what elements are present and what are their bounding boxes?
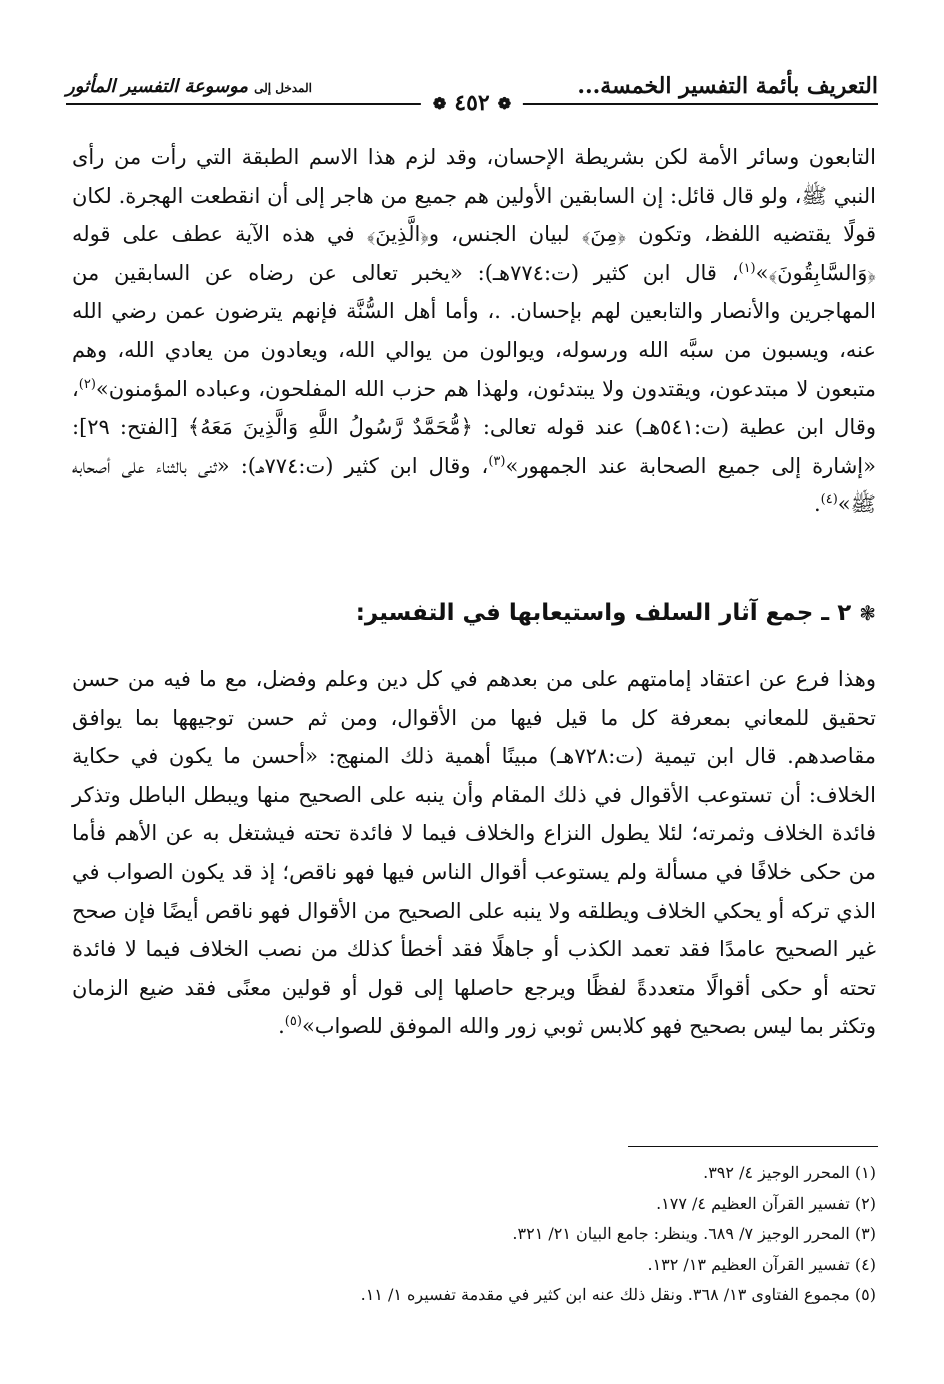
footnote-separator	[628, 1146, 878, 1147]
paragraph-end: .	[813, 492, 821, 517]
paragraph-end: .	[278, 1014, 285, 1039]
paragraph-text: ، قال ابن كثير (ت:٧٧٤هـ): «يخبر تعالى عن رضاه عن السابقين من المهاجرين والأنصار والتابعين لهم بإحسان. .، وأما أهل السُّنَّة فإنهم يترضون عمن رضي الله عنه، ويسبون من سبَّه الله ورسوله، ويوالون من يوالي الله، ويعادون من يعادي الله، وهم متبعون لا مبتدعون، ويقتدون ولا يبتدئون، ولهذا هم حزب الله المفلحون، وعباده المؤمنون»	[72, 260, 876, 401]
book-title-logo	[66, 76, 312, 97]
section-title: ـ جمع آثار السلف واستيعابها في التفسير:	[355, 600, 830, 626]
paragraph-text: التابعون وسائر الأمة لكن بشريطة الإحسان، وقد لزم هذا الاسم الطبقة التي رأت من رأى النبي ﷺ، ولو قال قائل: إن السابقين الأولين هم جميع من هاجر إلى أن انقطعت الهجرة. لكان قولًا يقتضيه اللفظ، وتكون ﴿مِنَ﴾ لبيان الجنس، و﴿الَّذِينَ﴾ في هذه الآية عطف على قوله ﴿وَالسَّابِقُونَ﴾»	[72, 145, 876, 285]
ornament-icon: ❁	[497, 93, 512, 113]
footnote-ref[interactable]: (٥)	[284, 1014, 302, 1030]
body-paragraph-2	[72, 660, 876, 1046]
footnote-item: (٢) تفسير القرآن العظيم ٤/ ١٧٧.	[656, 1193, 876, 1213]
ornament-icon: ❁	[432, 93, 447, 113]
paragraph-text: ، وقال ابن عطية (ت:٥٤١هـ) عند قوله تعالى: ﴿مُّحَمَّدٌ رَّسُولُ اللَّهِ وَالَّذِينَ مَعَهُ﴾ [الفتح: ٢٩]: «إشارة إلى جميع الصحابة عند الجمهور»	[72, 376, 876, 478]
paragraph-text: وهذا فرع عن اعتقاد إمامتهم على من بعدهم في كل دين وعلم وفضل، مع ما فيه من حسن تحقيق للمعاني بمعرفة كل ما قيل فيها من الأقوال، ومن ثم حسن توجيهها بما يوافق مقاصدهم. قال ابن تيمية (ت:٧٢٨هـ) مبينًا أهمية ذلك المنهج: «أحسن ما يكون في حكاية الخلاف: أن تستوعب الأقوال في ذلك المقام وأن ينبه على الصحيح منها ويبطل الباطل وتذكر فائدة الخلاف وثمرته؛ لئلا يطول النزاع والخلاف فيما لا فائدة تحته فيشتغل به عن الأهم فأما من حكى خلافًا في مسألة ولم يستوعب أقوال الناس فيها فهو ناقص؛ إذ قد يكون الصواب في الذي تركه أو يحكي الخلاف ويطلقه ولا ينبه على الصحيح من الأقوال فهو ناقص أيضًا فإن صحح غير الصحيح عامدًا فقد تعمد الكذب أو جاهلًا فقد أخطأ كذلك من نصب الخلاف فيما لا فائدة تحته أو حكى أقوالًا متعددةً لفظًا ويرجع حاصلها إلى قول أو قولين معنًى فقد ضيع الزمان وتكثر بما ليس بصحيح فهو كلابس ثوبي زور والله الموفق للصواب»	[72, 667, 876, 1039]
page-number-value: ٤٥٢	[454, 90, 490, 116]
footnote-item: (٤) تفسير القرآن العظيم ١٣/ ١٣٢.	[647, 1254, 876, 1274]
page-number	[421, 90, 523, 116]
book-prefix: المدخل إلى	[254, 80, 312, 95]
footnotes-list	[72, 1158, 876, 1311]
footnote-item: (٥) مجموع الفتاوى ١٣/ ٣٦٨. ونقل ذلك عنه ابن كثير في مقدمة تفسيره ١/ ١١.	[360, 1285, 876, 1304]
section-number: ٢	[837, 600, 852, 626]
footnote-ref[interactable]: (٤)	[820, 492, 838, 508]
footnote-item: (١) المحرر الوجيز ٤/ ٣٩٢.	[703, 1163, 876, 1182]
footnote-ref[interactable]: (٣)	[488, 453, 506, 469]
footnote-ref[interactable]: (٢)	[78, 376, 96, 392]
flower-bullet-icon: ❃	[859, 601, 876, 625]
book-title: موسوعة التفسير المأثور	[66, 75, 249, 97]
footnote-item: (٣) المحرر الوجيز ٧/ ٦٨٩. وينظر: جامع البيان ٢١/ ٣٢١.	[512, 1224, 876, 1243]
section-running-title: التعريف بأئمة التفسير الخمسة...	[577, 73, 878, 99]
footnote-ref[interactable]: (١)	[738, 260, 756, 276]
section-heading	[72, 600, 876, 626]
body-paragraph-1	[72, 138, 876, 524]
paragraph-text: ، وقال ابن كثير (ت:٧٧٤هـ): «ثنى بالثناء على أصحابه ﷺ»	[72, 453, 876, 517]
